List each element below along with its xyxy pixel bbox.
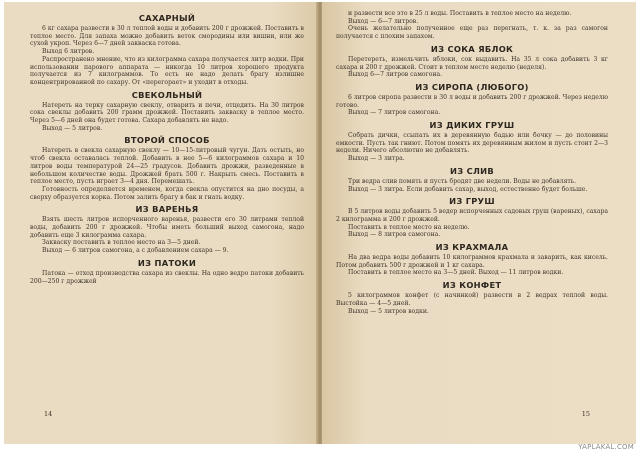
section-heading: ИЗ СИРОПА (ЛЮБОГО) — [415, 81, 529, 92]
paragraph: Поставить в теплое место на 3—5 дней. Выход — 11 литров водки. — [348, 269, 564, 277]
section-heading: ИЗ КРАХМАЛА — [435, 242, 509, 253]
paragraph: Выход — 6—7 литров. — [348, 17, 419, 25]
section-heading: ВТОРОЙ СПОСОБ — [124, 135, 210, 146]
paragraph: Выход 6—7 литров самогона. — [348, 71, 443, 79]
paragraph: Распространено мнение, что из килограмма сахара получается литр водки. При использовании парового аппарата — никогда 10 литров хорошего продукта получается из 7 килограммов. То есть не надо делать брагу излишне концентрированной по сахару. От «перегорает» и уходит в отходы. — [30, 55, 304, 86]
paragraph: Взять шесть литров испорченного варенья, развести его 30 литрами теплой воды, добавить 200 г дрожжей. Чтобы иметь больший выход самогона, надо добавить еще 3 килограмма сахара. — [30, 216, 304, 239]
paragraph: Выход — 7 литров самогона. — [348, 109, 441, 117]
paragraph: Готовность определяется временем, когда свекла опустится на дно посуды, а сверху образуется корка. Потом залить брагу в бак и гнать водку. — [30, 185, 304, 201]
section-heading: ИЗ ДИКИХ ГРУШ — [429, 120, 515, 131]
page-number-left: 14 — [44, 410, 53, 418]
section-heading: ИЗ ПАТОКИ — [137, 257, 197, 268]
paragraph: Собрать дички, ссыпать их в деревянную бадью или бочку — до половины емкости. Пусть так гниют. Потом помять их деревянным жилом и пусть стоит 2—3 недели. Ничего абсолютно не добавлять. — [336, 132, 608, 155]
paragraph: Выход 6 литров. — [42, 48, 95, 56]
section-heading: ИЗ СЛИВ — [449, 165, 495, 176]
paragraph: 5 килограммов конфет (с начинкой) развести в 2 ведрах теплой воды. Выстойка — 4—5 дней. — [336, 292, 608, 307]
left-page — [4, 2, 318, 444]
section-heading: ИЗ ГРУШ — [449, 196, 495, 207]
paragraph: Выход — 6 литров самогона, а с добавлением сахара — 9. — [42, 247, 229, 255]
paragraph: Выход — 8 литров самогона. — [348, 231, 441, 239]
paragraph: Натереть в свекла сахарную свеклу — 10—15-литровый чугун. Дать остыть, но чтоб свекла оставалась теплой. Добавить в нее 5—6 килограммов сахара и 10 литров воды температурой 24—25 градусов. Добавить дрожжи, разведенные в небольшом количестве воды. Дрожжей брать 500 г. Накрыть смесь. Поставить в теплое место, пусть играет 3—4 дня. Перемешать. — [30, 147, 304, 186]
paragraph: Выход — 5 литров водки. — [348, 307, 429, 315]
section-heading: ИЗ СОКА ЯБЛОК — [430, 43, 514, 54]
paragraph: Натереть на терку сахарную свеклу, отварить и печи, отцедить. На 30 литров сока свеклы добавить 200 грамм дрожжей. Поставить закваску в теплое место. Через 5—6 дней она будет готова. Сахара добавлять не надо. — [30, 101, 304, 125]
book-spread — [4, 2, 636, 444]
paragraph: Закваску поставить в теплое место на 3—5 дней. — [42, 239, 201, 247]
paragraph: 6 литров сиропа развести в 30 л воды и добавить 200 г дрожжей. Через неделю готово. — [336, 93, 608, 109]
watermark: YAPLAKAL.COM — [578, 443, 634, 451]
paragraph: Три ведра слив помять и пусть бродят две недели. Воды не добавлять. — [348, 177, 577, 185]
section-heading: САХАРНЫЙ — [138, 13, 196, 23]
section-heading: СВЕКОЛЬНЫЙ — [131, 89, 203, 100]
paragraph: На два ведра воды добавить 10 килограммов крахмала и заварить, как кисель. Потом добавить 500 г дрожжей и 1 кг сахара. — [336, 254, 608, 269]
paragraph: и развести все это в 25 л воды. Поставить в теплое место на неделю. — [348, 10, 572, 17]
paragraph: Выход — 5 литров. — [42, 124, 103, 132]
paragraph: Патока — отход производства сахара из свеклы. На одно ведро патоки добавить 200—250 г дрожжей — [30, 269, 304, 285]
paragraph: 6 кг сахара развести в 30 л теплой воды и добавить 200 г дрожжей. Поставить в теплое место. Для запаха можно добавить веток смородины или вишни, или же сухой укроп. Через 6—7 дней закваска готова. — [30, 25, 304, 48]
section-heading: ИЗ КОНФЕТ — [442, 280, 502, 291]
page-number-right: 15 — [581, 410, 590, 418]
section-heading: ИЗ ВАРЕНЬЯ — [135, 204, 199, 215]
paragraph: Выход — 3 литра. Если добавить сахар, выход, естественно будет больше. — [348, 185, 588, 193]
paragraph: Очень желательно полученное еще раз перегнать, т. к. за раз самогон получается с плохим запахом. — [336, 25, 608, 41]
paragraph: В 5 литров воды добавить 5 ведер испорченных садовых груш (вареных), сахара 2 килограмма и 200 г дрожжей. — [336, 208, 608, 223]
paragraph: Перетереть, измельчить яблоки, сок выдавить. На 35 л сока добавить 3 кг сахара и 200 г дрожжей. Стоит в теплом месте неделю (неделя). — [336, 55, 608, 71]
paragraph: Поставить в теплое место на неделю. — [348, 223, 470, 231]
paragraph: Выход — 3 литра. — [348, 155, 405, 163]
right-page — [322, 2, 636, 444]
